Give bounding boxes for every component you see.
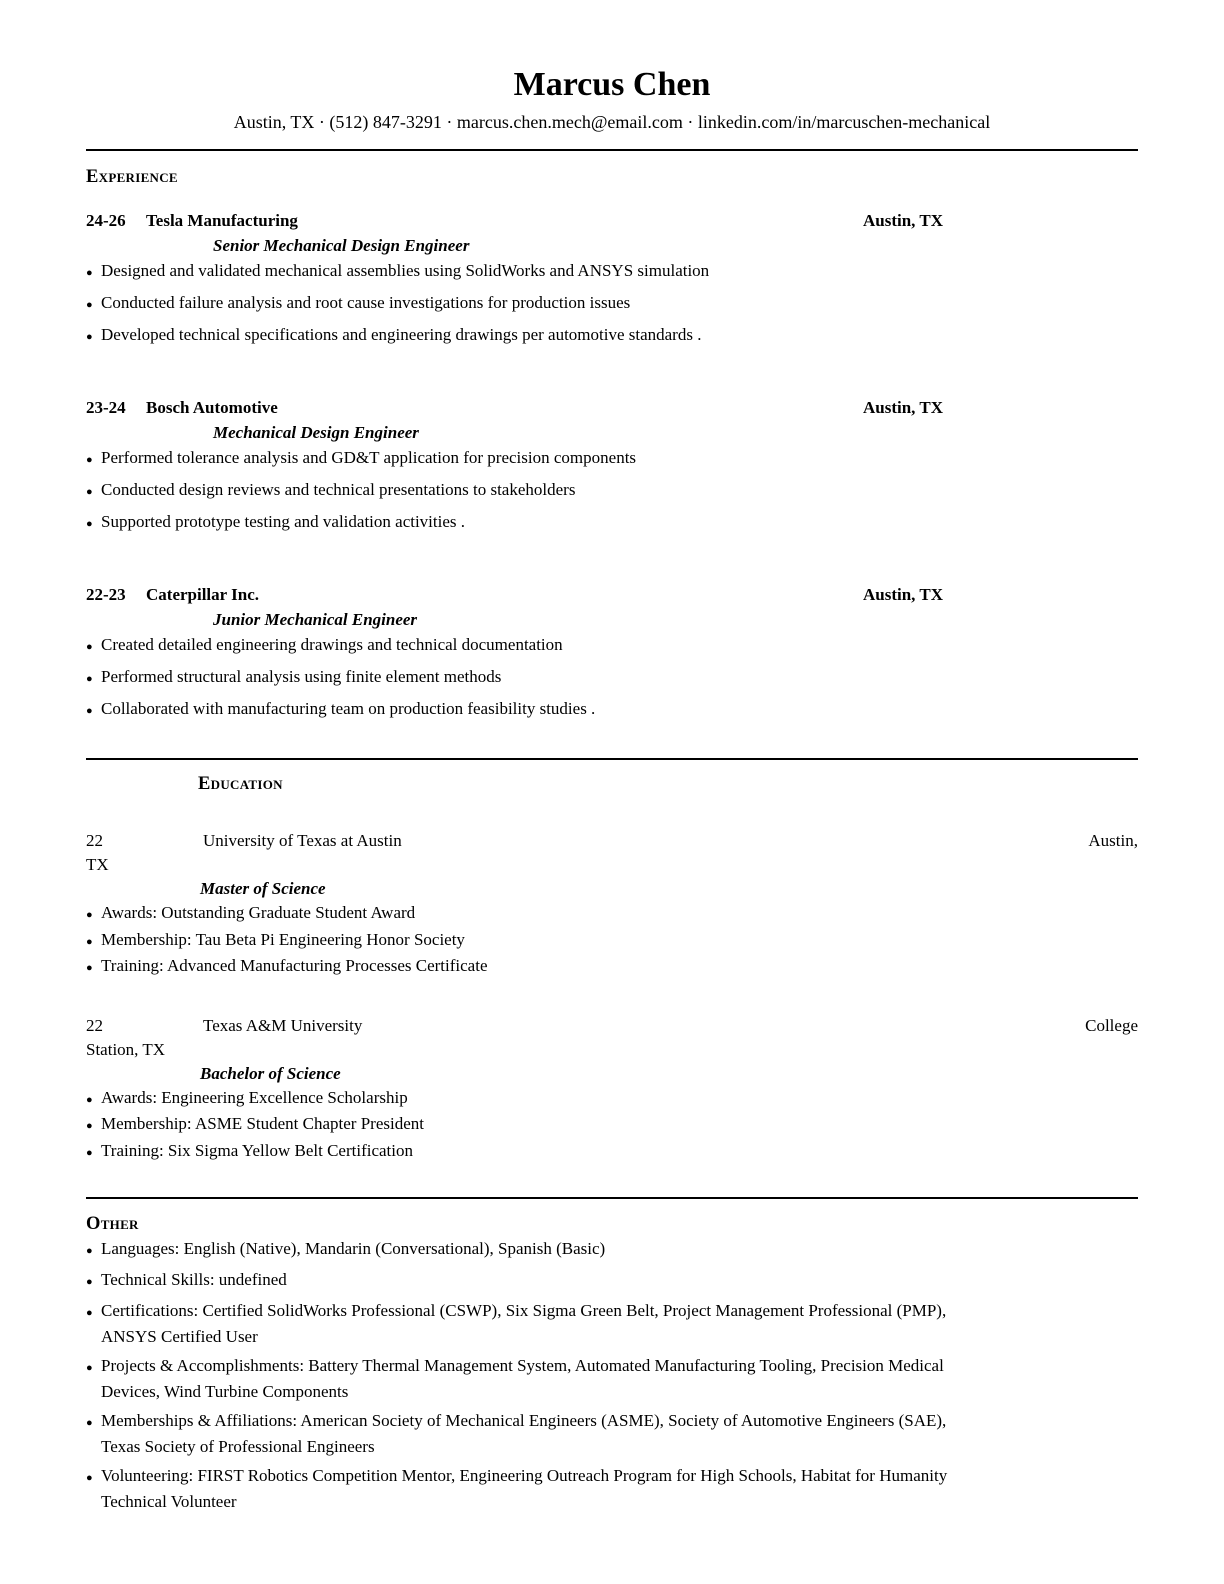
experience-entry — [86, 583, 1138, 724]
list-item — [86, 901, 1138, 928]
bullet-icon: ● — [86, 518, 93, 530]
list-item — [86, 632, 1138, 660]
divider — [86, 758, 1138, 760]
bullet-icon: ● — [86, 1245, 93, 1257]
bullet-text: Membership: Tau Beta Pi Engineering Honor Society — [101, 929, 465, 949]
contact-line: Austin, TX · (512) 847-3291 · marcus.chen.mech@email.com · linkedin.com/in/marcuschen-mechanical — [233, 112, 991, 132]
bullet-text: Developed technical specifications and engineering drawings per automotive standards . — [101, 325, 702, 344]
bullet-text: Conducted failure analysis and root cause investigations for production issues — [101, 293, 631, 312]
school-name: Texas A&M University — [203, 1015, 363, 1035]
bullet-text: Languages: English (Native), Mandarin (Conversational), Spanish (Basic) — [101, 1239, 606, 1258]
school-dates: 22 — [86, 1015, 103, 1035]
bullet-icon: ● — [86, 267, 93, 279]
bullet-text: Training: Six Sigma Yellow Belt Certification — [101, 1140, 413, 1160]
bullet-icon: ● — [86, 1472, 93, 1484]
experience-entry — [86, 209, 1138, 350]
job-bullet-list — [86, 632, 1138, 724]
bullet-icon: ● — [86, 962, 93, 974]
list-item — [86, 664, 1138, 692]
school-location-line2: Station, TX — [86, 1039, 166, 1059]
bullet-icon: ● — [86, 1417, 93, 1429]
job-location: Austin, TX — [863, 585, 943, 604]
section-heading-experience: Experience — [86, 167, 178, 187]
bullet-text: Volunteering: FIRST Robotics Competition Mentor, Engineering Outreach Program for High Schools, Habitat for Humanity Technical Volunteer — [101, 1466, 948, 1511]
bullet-icon: ● — [86, 299, 93, 311]
bullet-icon: ● — [86, 1146, 93, 1159]
education-entry — [86, 829, 1138, 981]
degree-title: Bachelor of Science — [200, 1063, 341, 1083]
bullet-text: Supported prototype testing and validation activities . — [101, 512, 466, 531]
list-item — [86, 696, 1138, 724]
bullet-text: Training: Advanced Manufacturing Processes Certificate — [101, 956, 488, 975]
school-location-line2: TX — [86, 855, 109, 874]
job-header-row — [86, 396, 1138, 420]
list-item — [86, 258, 1138, 286]
bullet-icon: ● — [86, 454, 93, 466]
bullet-text: Technical Skills: undefined — [101, 1270, 287, 1289]
section-other — [86, 1213, 1138, 1515]
job-company: Caterpillar Inc. — [146, 585, 260, 604]
school-location-line1: Austin, — [1088, 831, 1138, 850]
job-location: Austin, TX — [863, 398, 943, 417]
bullet-text: Performed tolerance analysis and GD&T application for precision components — [101, 448, 637, 467]
school-bullet-list — [86, 1086, 1138, 1166]
list-item — [86, 954, 1138, 981]
job-dates: 24-26 — [86, 211, 126, 230]
bullet-text: Projects & Accomplishments: Battery Thermal Management System, Automated Manufacturing Tooling, Precision Medical Devices, Wind Turbine Components — [101, 1356, 944, 1401]
list-item — [86, 1353, 1138, 1405]
bullet-icon: ● — [86, 935, 93, 948]
bullet-text: Memberships & Affiliations: American Society of Mechanical Engineers (ASME), Society of Automotive Engineers (SAE), Texas Society of Professional Engineers — [101, 1411, 947, 1456]
job-location: Austin, TX — [863, 211, 943, 230]
list-item — [86, 1112, 1138, 1139]
page-title: Marcus Chen — [513, 66, 711, 103]
school-location-line1: College — [1085, 1015, 1138, 1035]
job-bullet-list — [86, 445, 1138, 537]
job-bullet-list — [86, 258, 1138, 350]
section-heading-other: Other — [86, 1214, 139, 1234]
list-item — [86, 1236, 1138, 1264]
list-item — [86, 322, 1138, 350]
bullet-icon: ● — [86, 641, 93, 653]
job-header-row — [86, 583, 1138, 607]
job-company: Tesla Manufacturing — [146, 211, 298, 230]
degree-title: Master of Science — [200, 879, 326, 898]
school-header-row — [86, 829, 1138, 853]
bullet-icon: ● — [86, 331, 93, 343]
list-item — [86, 477, 1138, 505]
bullet-icon: ● — [86, 1362, 93, 1374]
bullet-icon: ● — [86, 673, 93, 685]
school-dates: 22 — [86, 831, 103, 850]
bullet-icon: ● — [86, 486, 93, 498]
job-dates: 22-23 — [86, 585, 126, 604]
bullet-text: Designed and validated mechanical assemblies using SolidWorks and ANSYS simulation — [101, 261, 710, 280]
school-bullet-list — [86, 901, 1138, 981]
bullet-icon: ● — [86, 1120, 93, 1132]
bullet-icon: ● — [86, 1093, 93, 1106]
list-item — [86, 1298, 1138, 1350]
section-experience — [86, 166, 1138, 724]
list-item — [86, 1463, 1138, 1515]
school-name: University of Texas at Austin — [203, 831, 402, 850]
list-item — [86, 445, 1138, 473]
list-item — [86, 509, 1138, 537]
job-company: Bosch Automotive — [146, 398, 278, 417]
bullet-text: Awards: Engineering Excellence Scholarship — [101, 1087, 408, 1107]
job-title: Senior Mechanical Design Engineer — [213, 236, 470, 255]
divider — [86, 1197, 1138, 1199]
bullet-text: Collaborated with manufacturing team on production feasibility studies . — [101, 699, 596, 718]
list-item — [86, 1086, 1138, 1113]
school-header-row — [86, 1014, 1138, 1038]
education-entry — [86, 1014, 1138, 1166]
bullet-icon: ● — [86, 909, 93, 921]
bullet-icon: ● — [86, 1276, 93, 1288]
list-item — [86, 290, 1138, 318]
bullet-text: Performed structural analysis using finite element methods — [101, 667, 502, 686]
list-item — [86, 928, 1138, 955]
job-dates: 23-24 — [86, 398, 126, 417]
bullet-text: Awards: Outstanding Graduate Student Award — [101, 903, 416, 922]
job-title: Mechanical Design Engineer — [213, 423, 419, 442]
section-education — [86, 773, 1138, 1165]
bullet-text: Certifications: Certified SolidWorks Professional (CSWP), Six Sigma Green Belt, Project Management Professional (PMP), ANSYS Certified User — [101, 1301, 947, 1346]
divider — [86, 149, 1138, 151]
bullet-text: Conducted design reviews and technical presentations to stakeholders — [101, 480, 576, 499]
job-header-row — [86, 209, 1138, 233]
list-item — [86, 1139, 1138, 1166]
other-bullet-list — [86, 1236, 1138, 1515]
list-item — [86, 1408, 1138, 1460]
list-item — [86, 1267, 1138, 1295]
section-heading-education: Education — [198, 774, 283, 794]
bullet-text: Membership: ASME Student Chapter President — [101, 1114, 424, 1133]
experience-entry — [86, 396, 1138, 537]
bullet-icon: ● — [86, 705, 93, 717]
bullet-text: Created detailed engineering drawings and technical documentation — [101, 635, 563, 654]
bullet-icon: ● — [86, 1307, 93, 1319]
job-title: Junior Mechanical Engineer — [213, 610, 418, 629]
